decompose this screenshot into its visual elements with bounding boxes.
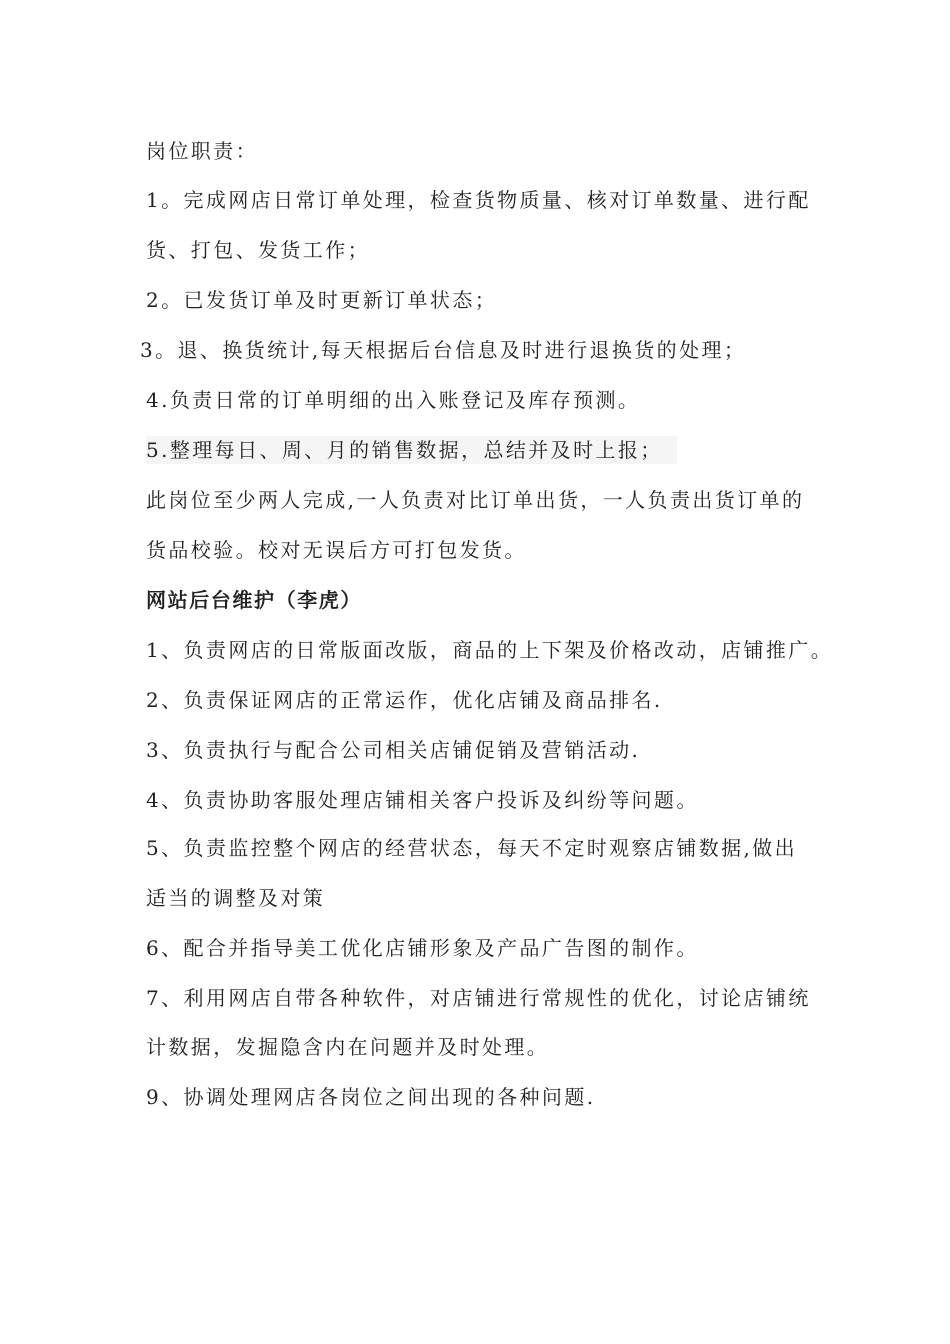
maintenance-item-2: 2、负责保证网店的正常运作，优化店铺及商品排名. [146, 688, 663, 712]
maintenance-item-9: 9、协调处理网店各岗位之间出现的各种问题. [146, 1085, 596, 1109]
duty-item-3: 3。退、换货统计,每天根据后台信息及时进行退换货的处理； [140, 338, 747, 362]
duty-item-5: 5.整理每日、周、月的销售数据，总结并及时上报； [146, 436, 677, 464]
maintenance-item-5-line-2: 适当的调整及对策 [146, 886, 326, 910]
section-title-backend-maintenance: 网站后台维护（李虎） [146, 588, 362, 612]
maintenance-item-7-line-1: 7、利用网店自带各种软件，对店铺进行常规性的优化，讨论店铺统 [146, 986, 811, 1010]
duty-item-1-line-1: 1。完成网店日常订单处理，检查货物质量、核对订单数量、进行配 [146, 188, 811, 212]
maintenance-item-4: 4、负责协助客服处理店铺相关客户投诉及纠纷等问题。 [146, 788, 699, 812]
maintenance-item-1: 1、负责网店的日常版面改版，商品的上下架及价格改动，店铺推广。 [146, 638, 834, 662]
duty-item-2: 2。已发货订单及时更新订单状态； [146, 288, 498, 312]
duty-note-line-2: 货品校验。校对无误后方可打包发货。 [146, 538, 527, 562]
maintenance-item-7-line-2: 计数据，发掘隐含内在问题并及时处理。 [146, 1035, 550, 1059]
duty-item-4: 4.负责日常的订单明细的出入账登记及库存预测。 [146, 388, 641, 412]
duty-item-1-line-2: 货、打包、发货工作； [146, 238, 370, 262]
maintenance-item-6: 6、配合并指导美工优化店铺形象及产品广告图的制作。 [146, 936, 699, 960]
section-title-job-duties: 岗位职责： [146, 139, 258, 163]
duty-note-line-1: 此岗位至少两人完成,一人负责对比订单出货，一人负责出货订单的 [146, 488, 805, 512]
maintenance-item-3: 3、负责执行与配合公司相关店铺促销及营销活动. [146, 738, 641, 762]
maintenance-item-5-line-1: 5、负责监控整个网店的经营状态，每天不定时观察店铺数据,做出 [146, 836, 798, 860]
